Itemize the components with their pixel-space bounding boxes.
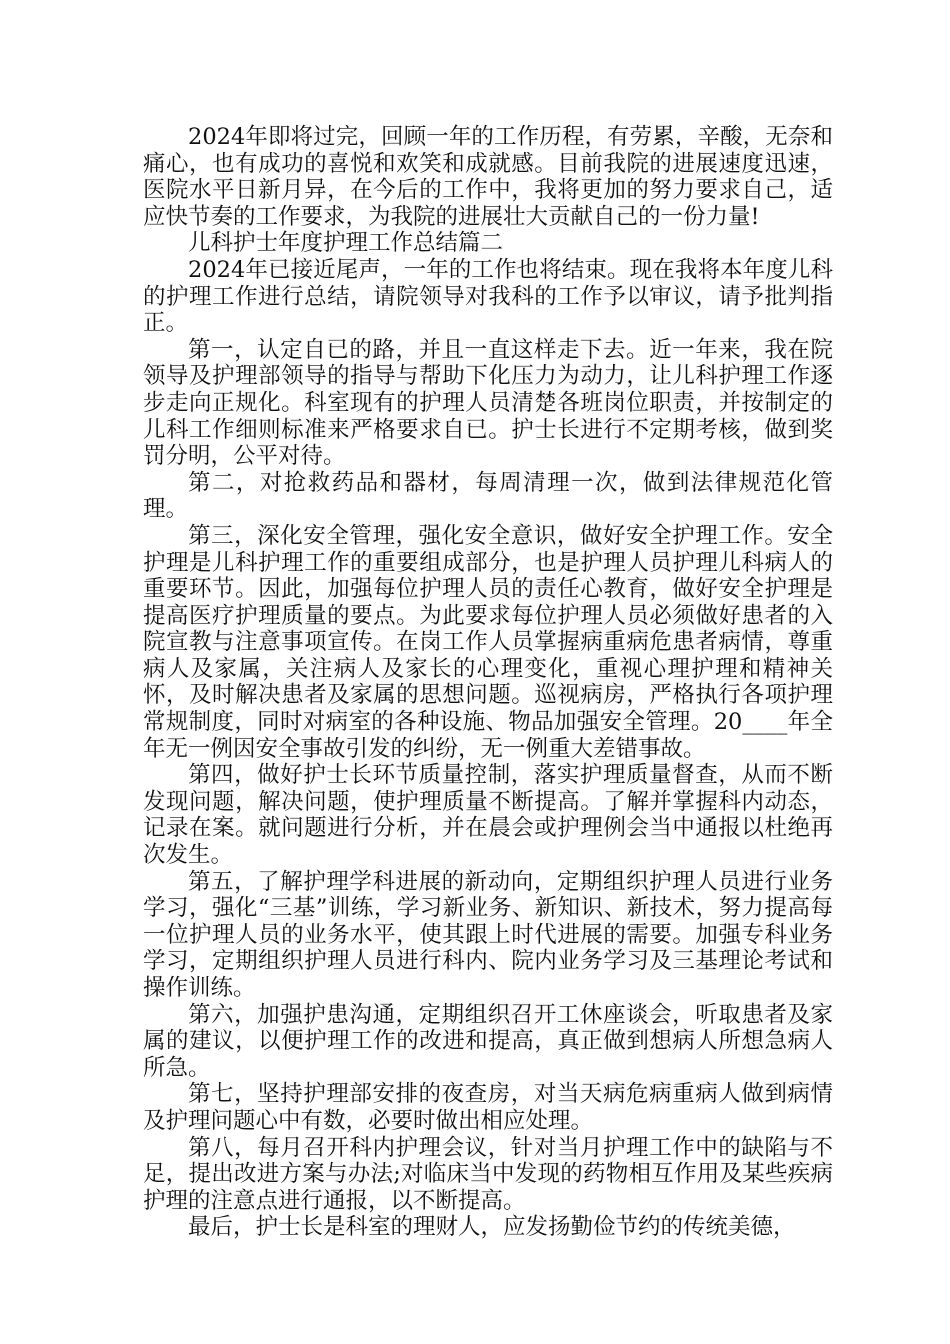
paragraph-fourth: 第四，做好护士长环节质量控制，落实护理质量督查，从而不断发现问题，解决问题，使护理质量不断提高。了解并掌握科内动态，记录在案。就问题进行分析，并在晨会或护理例会当中通报以杜绝再次发生。 <box>143 762 833 869</box>
paragraph-fifth: 第五，了解护理学科进展的新动向，定期组织护理人员进行业务学习，强化“三基”训练，学习新业务、新知识、新技术，努力提高每一位护理人员的业务水平，使其跟上时代进展的需要。加强专科业务学习，定期组织护理人员进行科内、院内业务学习及三基理论考试和操作训练。 <box>143 868 833 1001</box>
paragraph-second: 第二，对抢救药品和器材，每周清理一次，做到法律规范化管理。 <box>143 469 833 523</box>
paragraph-finally: 最后，护士长是科室的理财人，应发扬勤俭节约的传统美德， <box>188 1214 796 1241</box>
paragraph-seventh: 第七，坚持护理部安排的夜查房，对当天病危病重病人做到病情及护理问题心中有数，必要时做出相应处理。 <box>143 1081 833 1134</box>
paragraph-sixth: 第六，加强护患沟通，定期组织召开工休座谈会，听取患者及家属的建议，以便护理工作的改进和提高，真正做到想病人所想急病人所急。 <box>143 1001 833 1081</box>
paragraph-eighth: 第八，每月召开科内护理会议，针对当月护理工作中的缺陷与不足，提出改进方案与办法;对临床当中发现的药物相互作用及某些疾病护理的注意点进行通报，以不断提高。 <box>143 1134 833 1214</box>
section-heading: 儿科护士年度护理工作总结篇二 <box>188 230 504 257</box>
paragraph-third: 第三，深化安全管理，强化安全意识，做好安全护理工作。安全护理是儿科护理工作的重要组成部分，也是护理人员护理儿科病人的重要环节。因此，加强每位护理人员的责任心教育，做好安全护理是提高医疗护理质量的要点。为此要求每位护理人员必须做好患者的入院宣教与注意事项宣传。在岗工作人员掌握病重病危患者病情，尊重病人及家属，关注病人及家长的心理变化，重视心理护理和精神关怀，及时解决患者及家属的思想问题。巡视病房，严格执行各项护理常规制度，同时对病室的各种设施、物品加强安全管理。20____年全年无一例因安全事故引发的纠纷，无一例重大差错事故。 <box>143 522 833 762</box>
document-body <box>143 124 833 1241</box>
paragraph-opening: 2024年已接近尾声，一年的工作也将结束。现在我将本年度儿科的护理工作进行总结，请院领导对我科的工作予以审议，请予批判指正。 <box>143 256 833 337</box>
paragraph-first: 第一，认定自已的路，并且一直这样走下去。近一年来，我在院领导及护理部领导的指导与帮助下化压力为动力，让儿科护理工作逐步走向正规化。科室现有的护理人员清楚各班岗位职责，并按制定的儿科工作细则标准来严格要求自已。护士长进行不定期考核，做到奖罚分明，公平对待。 <box>143 336 833 470</box>
paragraph-intro: 2024年即将过完，回顾一年的工作历程，有劳累，辛酸，无奈和痛心，也有成功的喜悦和欢笑和成就感。目前我院的进展速度迅速，医院水平日新月异，在今后的工作中，我将更加的努力要求自己，适应快节奏的工作要求，为我院的进展壮大贡献自己的一份力量! <box>143 124 833 230</box>
